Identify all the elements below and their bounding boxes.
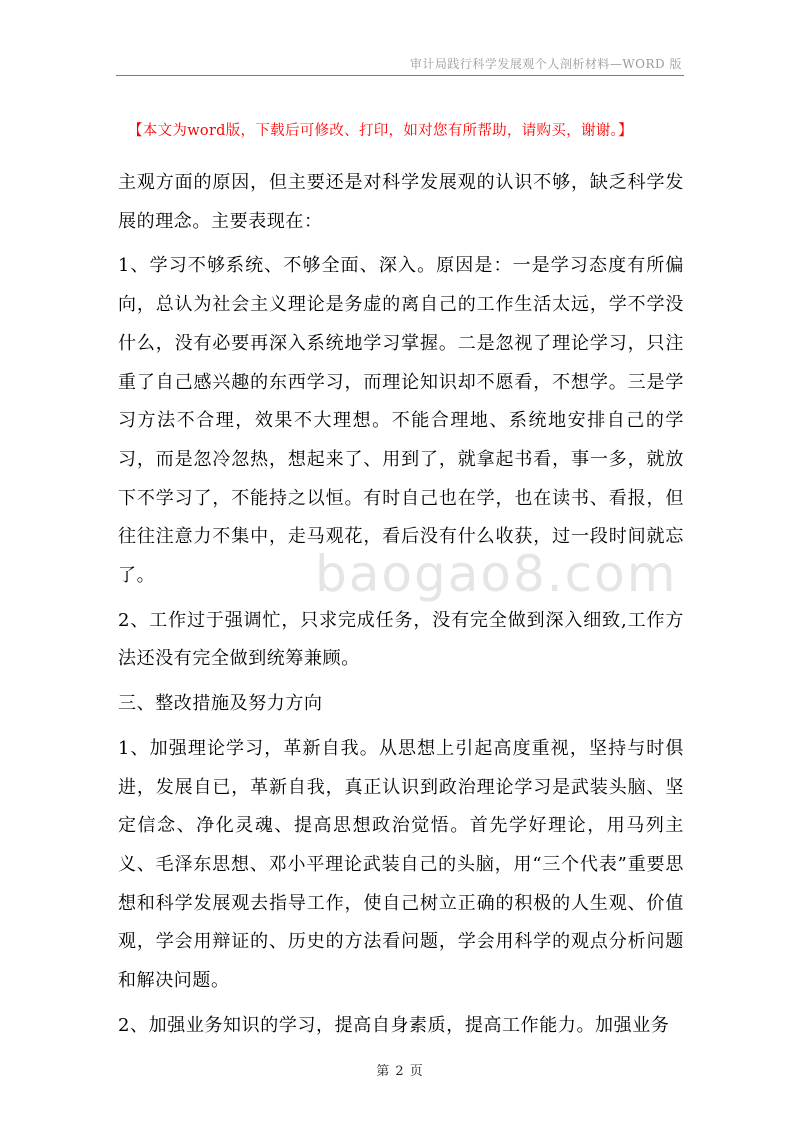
- paragraph-point-1: 1、学习不够系统、不够全面、深入。原因是：一是学习态度有所偏向，总认为社会主义理论是务虚的离自己的工作生活太远，学不学没什么，没有必要再深入系统地学习掌握。二是忽视了理论学习，只注重了自己感兴趣的东西学习，而理论知识却不愿看，不想学。三是学习方法不合理，效果不大理想。不能合理地、系统地安排自己的学习，而是忽冷忽热，想起来了、用到了，就拿起书看，事一多，就放下不学习了，不能持之以恒。有时自己也在学，也在读书、看报，但往往注意力不集中，走马观花，看后没有什么收获，过一段时间就忘了。: [118, 255, 684, 587]
- watermark-text: baogao8.com: [315, 545, 678, 603]
- document-header-title: 审计局践行科学发展观个人剖析材料—WORD 版: [409, 57, 682, 71]
- paragraph-measure-2: 2、加强业务知识的学习，提高自身素质，提高工作能力。加强业务: [118, 1014, 670, 1036]
- paragraph-measure-1: 1、加强理论学习，革新自我。从思想上引起高度重视，坚持与时俱进，发展自已，革新自我，真正认识到政治理论学习是武装头脑、坚定信念、净化灵魂、提高思想政治觉悟。首先学好理论，用马列主义、毛泽东思想、邓小平理论武装自己的头脑，用“三个代表”重要思想和科学发展观去指导工作，使自己树立正确的积极的人生观、价值观，学会用辩证的、历史的方法看问题，学会用科学的观点分析问题和解决问题。: [118, 737, 684, 992]
- section-heading-3: 三、整改措施及努力方向: [118, 693, 323, 715]
- paragraph-point-2: 2、工作过于强调忙，只求完成任务，没有完全做到深入细致,工作方法还没有完全做到统筹兼顾。: [118, 609, 684, 670]
- header-divider: [116, 75, 684, 76]
- download-notice: 【本文为word版，下载后可修改、打印，如对您有所帮助，请购买，谢谢。】: [128, 123, 633, 139]
- document-body: [118, 164, 684, 1045]
- paragraph-intro: 主观方面的原因，但主要还是对科学发展观的认识不够，缺乏科学发展的理念。主要表现在：: [118, 172, 684, 232]
- page-number: 第 2 页: [376, 1064, 424, 1079]
